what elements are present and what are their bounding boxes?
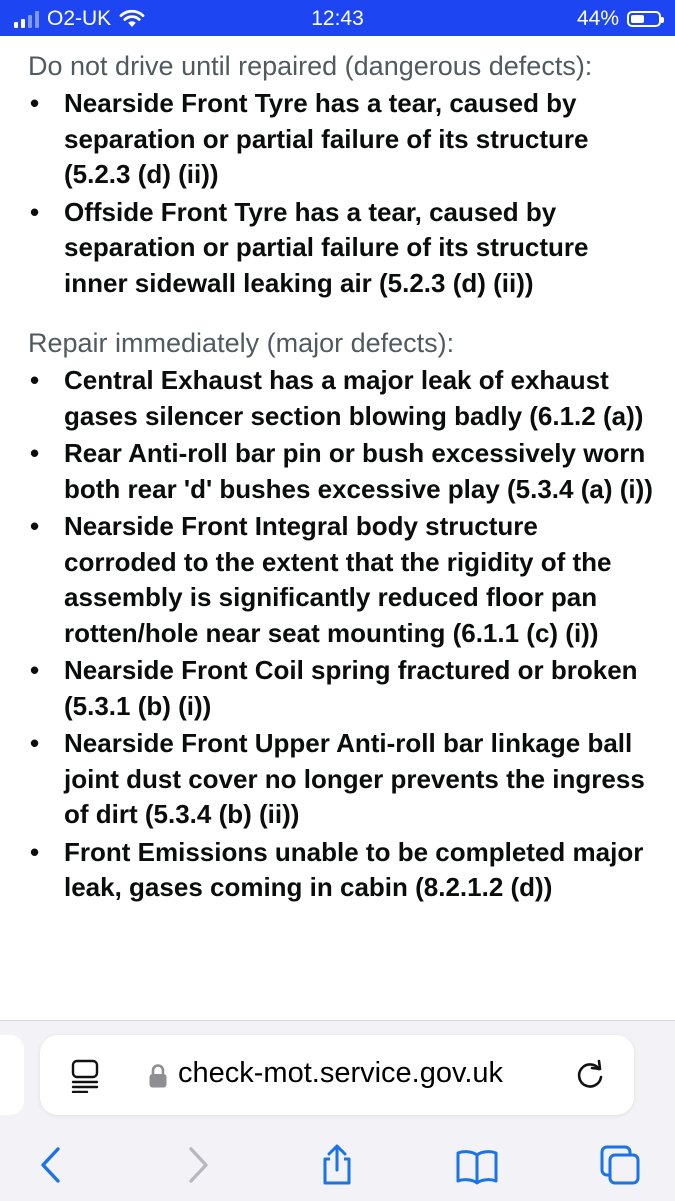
defect-item: [0, 835, 675, 906]
url-text[interactable]: check-mot.service.gov.uk: [178, 1057, 504, 1089]
bullet-icon: •: [30, 511, 40, 541]
browser-toolbar: [0, 1139, 675, 1189]
page-content: [0, 36, 675, 1020]
defect-text: Front Emissions unable to be completed major leak, gases coming in cabin (8.2.1.2 (d)): [64, 836, 644, 902]
bullet-icon: •: [30, 88, 40, 118]
reader-mode-icon[interactable]: [70, 1059, 100, 1093]
defect-text: Rear Anti-roll bar pin or bush excessively worn both rear 'd' bushes excessive play (5.3.4 (a) (i)): [64, 438, 653, 504]
clock: 12:43: [311, 7, 364, 30]
major-defects-list: [0, 363, 675, 908]
bullet-icon: •: [30, 728, 40, 758]
dangerous-defects-list: [0, 86, 675, 303]
address-bar[interactable]: [40, 1035, 634, 1115]
share-icon[interactable]: [315, 1143, 359, 1187]
defect-text: Nearside Front Integral body structure corroded to the extent that the rigidity of the assembly is significantly reduced floor pan rotten/hole near seat mounting (6.1.1 (c) (i)): [64, 511, 612, 648]
defect-text: Central Exhaust has a major leak of exhaust gases silencer section blowing badly (6.1.2 (a)): [64, 365, 644, 431]
tabs-icon[interactable]: [598, 1143, 642, 1187]
browser-bottom-bar: [0, 1020, 675, 1201]
bullet-icon: •: [30, 196, 40, 227]
battery-percentage: 44%: [576, 7, 619, 30]
defect-item: [0, 726, 675, 833]
defect-text: Nearside Front Coil spring fractured or broken (5.3.1 (b) (i)): [64, 655, 638, 721]
bullet-icon: •: [30, 365, 40, 395]
bookmarks-book-icon[interactable]: [455, 1143, 499, 1187]
defect-text: Nearside Front Upper Anti-roll bar linkage ball joint dust cover no longer prevents the ingress of dirt (5.3.4 (b) (ii)): [64, 728, 645, 829]
reload-icon[interactable]: [572, 1057, 608, 1093]
carrier-name: O2-UK: [47, 7, 112, 30]
status-bar: [0, 0, 675, 36]
dangerous-defects-heading: Do not drive until repaired (dangerous defects):: [28, 51, 593, 81]
defect-item: [0, 363, 675, 434]
defect-item: [0, 86, 675, 193]
bullet-icon: •: [30, 655, 40, 685]
defect-item: [0, 436, 675, 507]
lock-icon: [148, 1063, 168, 1089]
bullet-icon: •: [30, 438, 40, 468]
battery-icon: [627, 11, 661, 27]
bullet-icon: •: [30, 836, 40, 867]
major-defects-heading: Repair immediately (major defects):: [28, 328, 455, 358]
back-chevron-icon[interactable]: [30, 1143, 74, 1187]
defect-text: Offside Front Tyre has a tear, caused by separation or partial failure of its structure inner sidewall leaking air (5.2.3 (d) (ii)): [64, 196, 589, 298]
forward-chevron-icon[interactable]: [175, 1143, 219, 1187]
defect-item: [0, 195, 675, 302]
defect-text: Nearside Front Tyre has a tear, caused by separation or partial failure of its structure (5.2.3 (d) (ii)): [64, 88, 589, 189]
defect-item: [0, 509, 675, 651]
status-bar-right: [577, 7, 661, 31]
previous-tab-preview[interactable]: [0, 1035, 24, 1115]
defect-item: [0, 653, 675, 724]
